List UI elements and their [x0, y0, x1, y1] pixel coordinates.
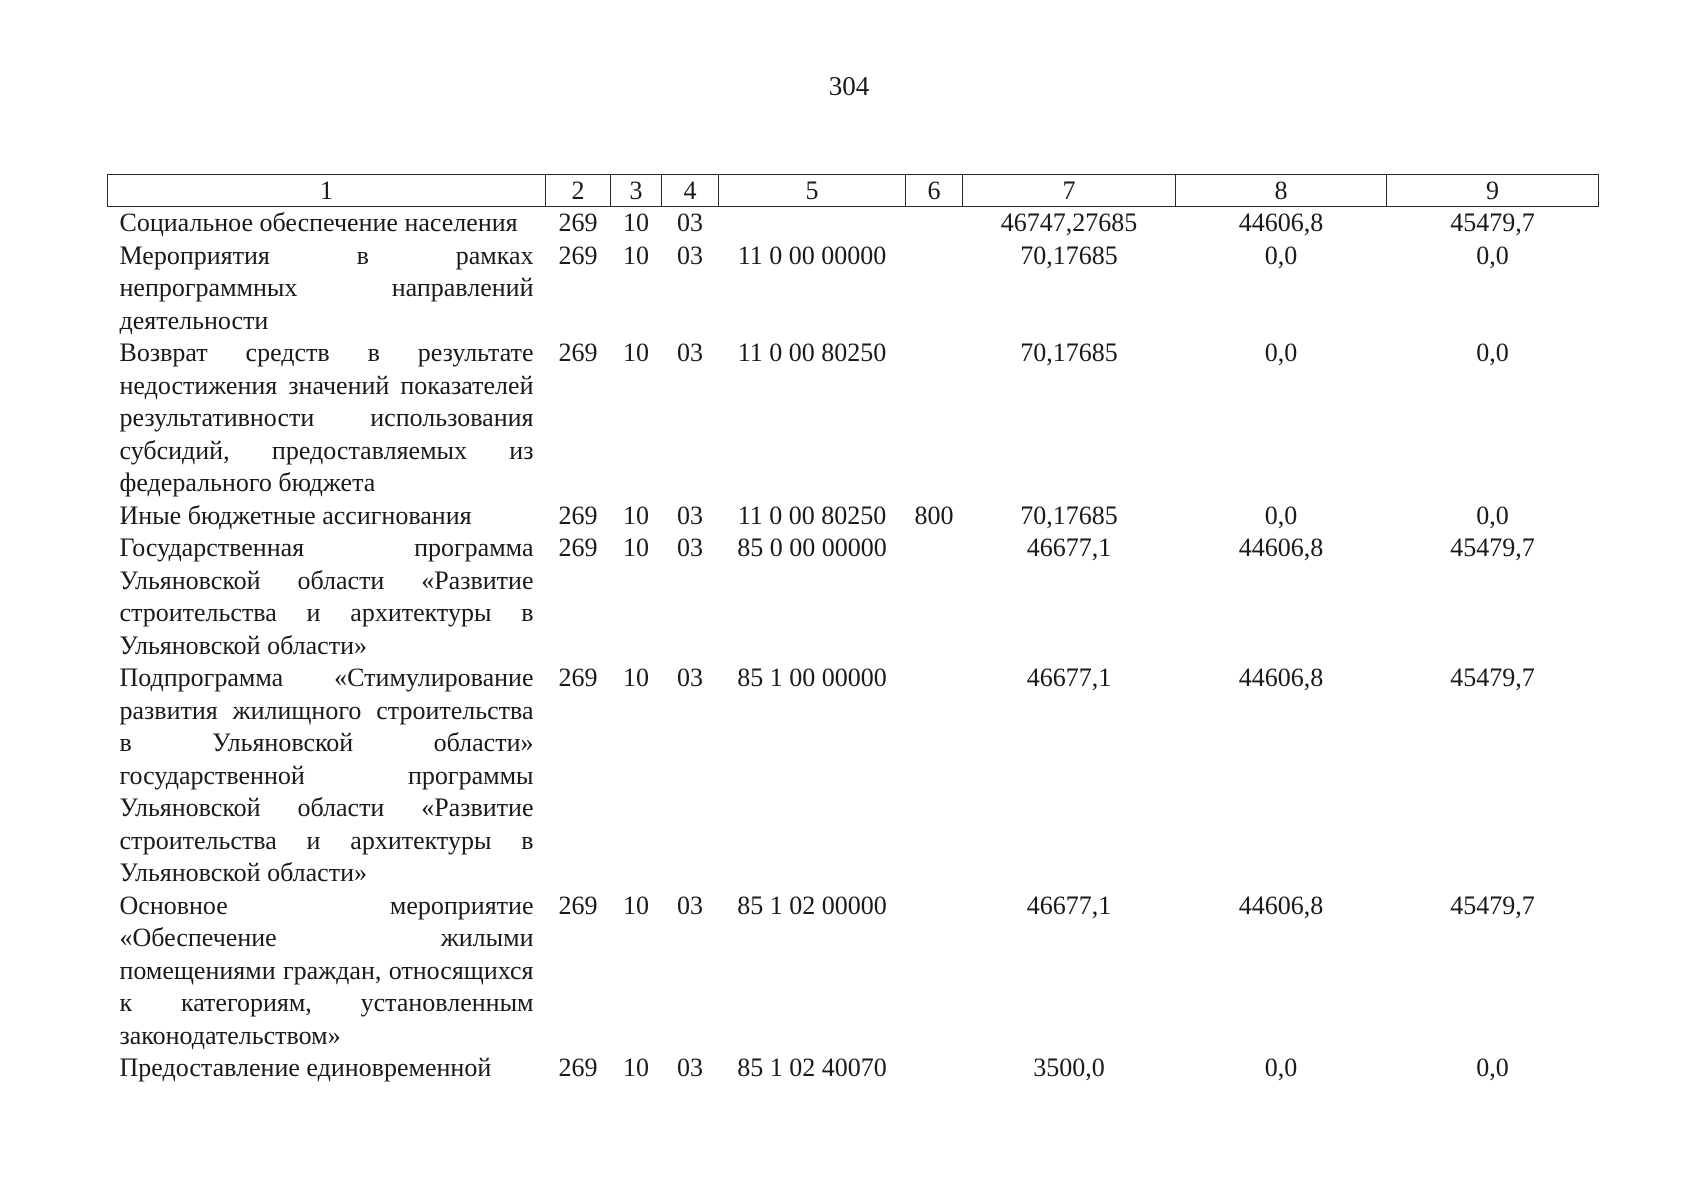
row-sum2: 0,0: [1264, 500, 1298, 530]
row-csr: 11 0 00 80250: [737, 338, 887, 367]
row-sum3: 45479,7: [1450, 208, 1535, 237]
row-rz: 10: [623, 338, 649, 367]
row-csr: 11 0 00 00000: [737, 240, 887, 270]
row-sum2: 0,0: [1264, 1053, 1298, 1082]
row-sum3: 45479,7: [1450, 663, 1535, 692]
row-rz: 10: [623, 208, 649, 237]
row-csr: [719, 207, 906, 240]
row-pr: 03: [677, 533, 703, 562]
row-name: Социальное обеспечение населения: [119, 208, 518, 237]
row-sum2: 44606,8: [1238, 663, 1324, 692]
row-sum1: 70,17685: [1020, 338, 1118, 367]
row-csr: 11 0 00 80250: [737, 500, 887, 530]
row-vr: [906, 662, 963, 890]
row-name: Подпрограмма «Стимулирование развития жилищного строительства в Ульяновской области» государственной программы Ульяновской области «Развитие строительства и архитектуры в Ульяновской области»: [119, 663, 534, 887]
row-pr: 03: [677, 500, 703, 530]
row-grbs: 269: [558, 338, 598, 367]
row-name: Мероприятия в рамках непрограммных направлений деятельности: [119, 240, 534, 335]
row-sum1: 46747,27685: [1000, 208, 1138, 237]
page-number: 304: [828, 71, 870, 101]
row-sum2: 0,0: [1264, 338, 1298, 367]
column-header: 9: [1387, 175, 1599, 207]
row-pr: 03: [677, 663, 703, 692]
row-grbs: 269: [558, 890, 598, 920]
row-sum3: 0,0: [1476, 1053, 1509, 1082]
row-sum1: 3500,0: [1033, 1053, 1105, 1082]
row-sum3: 0,0: [1476, 240, 1509, 270]
row-sum2: 44606,8: [1238, 533, 1324, 562]
row-grbs: 269: [558, 240, 598, 270]
column-header: 7: [963, 175, 1176, 207]
table-header: [108, 175, 1599, 207]
row-vr: [906, 1052, 963, 1085]
row-vr: [906, 890, 963, 1053]
table-row: [108, 890, 1599, 1053]
row-sum1: 46677,1: [1026, 533, 1112, 562]
row-vr: [906, 240, 963, 338]
table-row: [108, 1052, 1599, 1085]
table-row: [108, 337, 1599, 500]
table-row: [108, 207, 1599, 240]
row-csr: 85 1 00 00000: [737, 663, 887, 692]
row-sum3: 0,0: [1476, 500, 1509, 530]
table-row: [108, 532, 1599, 662]
row-grbs: 269: [558, 663, 598, 692]
row-pr: 03: [677, 338, 703, 367]
row-pr: 03: [677, 240, 703, 270]
row-vr: 800: [914, 500, 954, 530]
row-rz: 10: [623, 1053, 649, 1082]
row-name: Государственная программа Ульяновской области «Развитие строительства и архитектуры в Ульяновской области»: [119, 533, 534, 660]
row-rz: 10: [623, 890, 649, 920]
row-pr: 03: [677, 890, 703, 920]
column-header: 8: [1176, 175, 1387, 207]
budget-table: [107, 174, 1599, 1085]
row-rz: 10: [623, 663, 649, 692]
row-sum1: 46677,1: [1026, 663, 1112, 692]
row-sum2: 0,0: [1264, 240, 1298, 270]
row-sum1: 46677,1: [1026, 890, 1112, 920]
row-grbs: 269: [558, 1053, 598, 1082]
row-sum1: 70,17685: [1020, 500, 1118, 530]
row-name: Иные бюджетные ассигнования: [119, 500, 472, 530]
row-vr: [906, 337, 963, 500]
column-header: 5: [719, 175, 906, 207]
row-vr: [906, 207, 963, 240]
row-sum2: 44606,8: [1238, 890, 1324, 920]
row-pr: 03: [677, 1053, 703, 1082]
row-sum3: 45479,7: [1450, 890, 1535, 920]
row-vr: [906, 532, 963, 662]
row-sum3: 45479,7: [1450, 533, 1535, 562]
column-header: 4: [662, 175, 719, 207]
row-grbs: 269: [558, 533, 598, 562]
row-grbs: 269: [558, 500, 598, 530]
row-sum3: 0,0: [1476, 338, 1509, 367]
row-csr: 85 1 02 00000: [737, 890, 887, 920]
row-csr: 85 1 02 40070: [737, 1053, 887, 1082]
column-header: 2: [546, 175, 611, 207]
row-name: Возврат средств в результате недостижения значений показателей результативности использования субсидий, предоставляемых из федерального бюджета: [119, 338, 534, 497]
header-row: [108, 175, 1599, 207]
row-pr: 03: [677, 208, 703, 237]
row-csr: 85 0 00 00000: [737, 533, 887, 562]
row-name: Основное мероприятие «Обеспечение жилыми помещениями граждан, относящихся к категориям, установленным законодательством»: [119, 890, 534, 1050]
row-sum1: 70,17685: [1020, 240, 1118, 270]
column-header: 3: [611, 175, 662, 207]
table-body: [108, 207, 1599, 1085]
table-row: [108, 662, 1599, 890]
row-sum2: 44606,8: [1238, 208, 1324, 237]
column-header: 6: [906, 175, 963, 207]
row-name: Предоставление единовременной: [119, 1053, 492, 1082]
row-grbs: 269: [558, 208, 598, 237]
row-rz: 10: [623, 500, 649, 530]
column-header: 1: [108, 175, 546, 207]
table-row: [108, 500, 1599, 533]
row-rz: 10: [623, 533, 649, 562]
table-row: [108, 240, 1599, 338]
row-rz: 10: [623, 240, 649, 270]
